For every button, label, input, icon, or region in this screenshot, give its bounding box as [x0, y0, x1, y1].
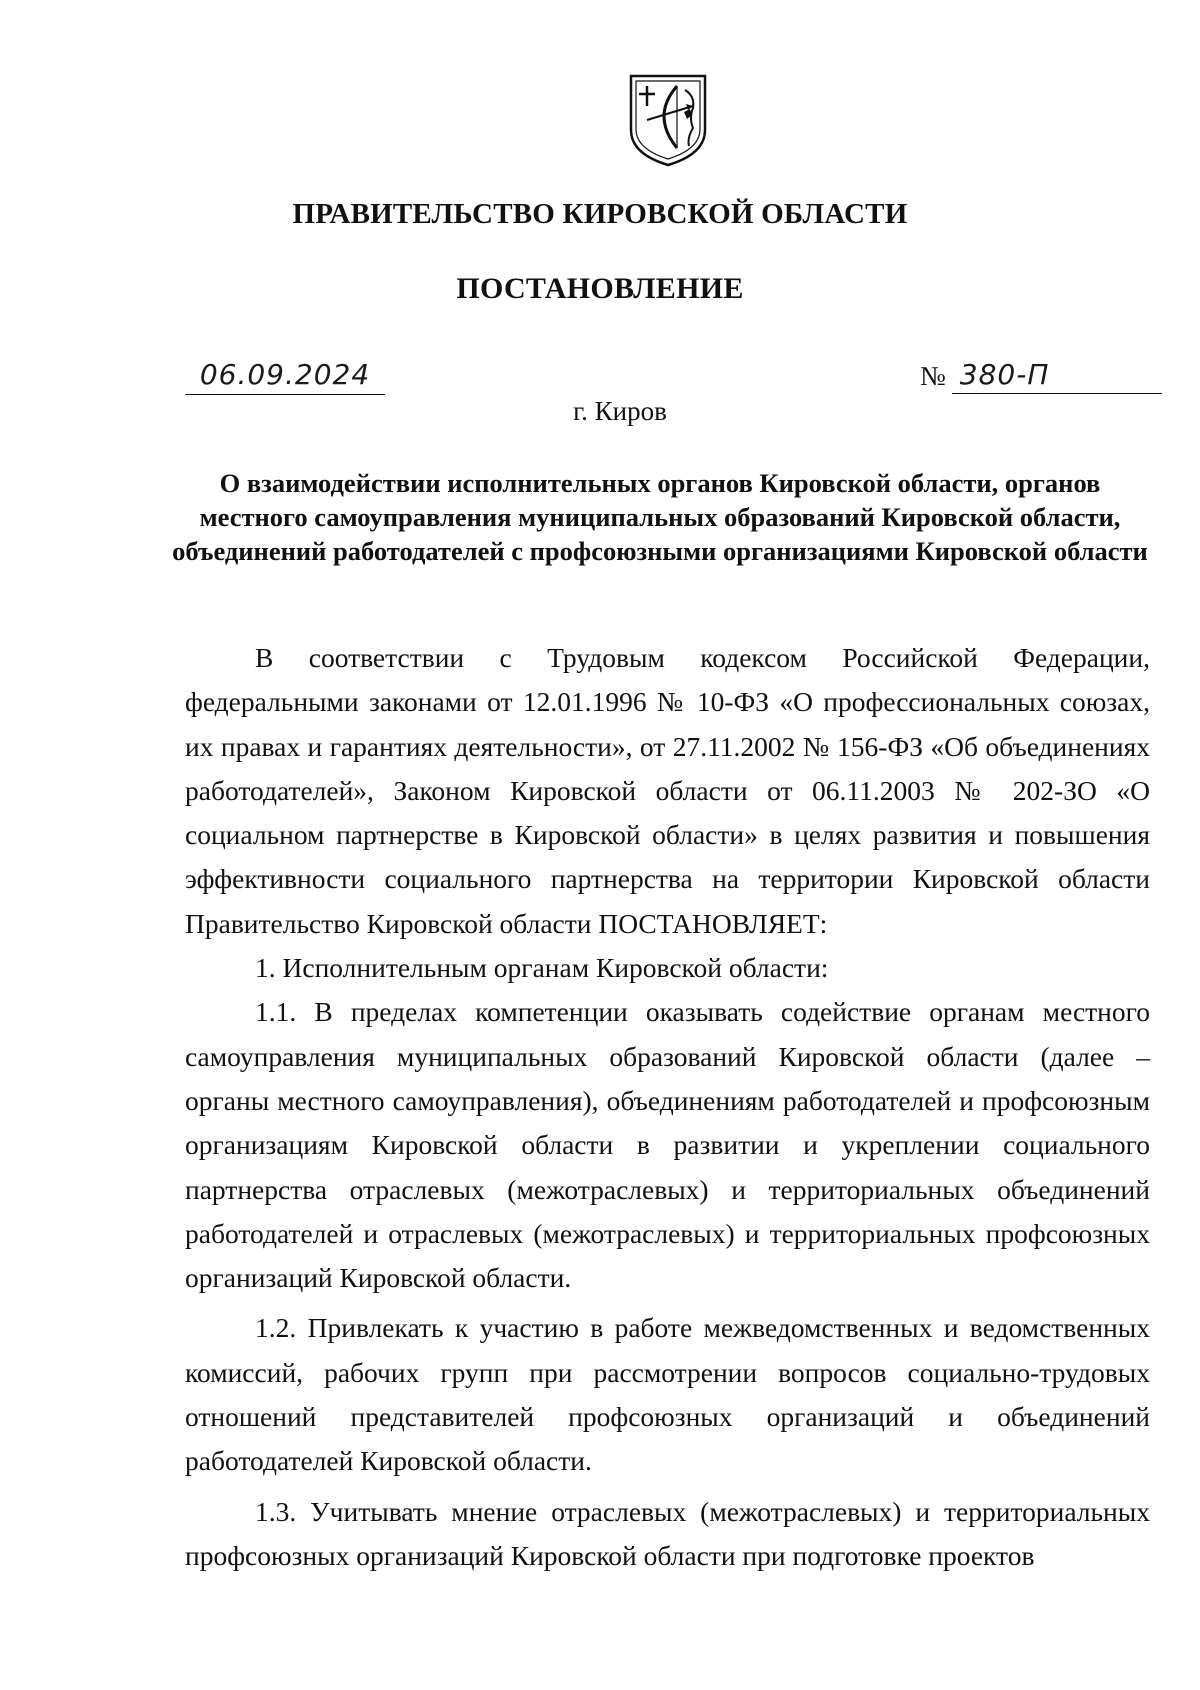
government-title: ПРАВИТЕЛЬСТВО КИРОВСКОЙ ОБЛАСТИ	[292, 198, 908, 230]
clause-1-1: 1.1. В пределах компетенции оказывать содействие органам местного самоуправления муниципальных образований Кировской области (далее – органы местного самоуправления), объединениям работодателей и профсоюзным организациям Кировской области в развитии и укреплении социального партнерства отраслевых (межотраслевых) и территориальных объединений работодателей и отраслевых (межотраслевых) и территориальных профсоюзных организаций Кировской области.	[185, 996, 1150, 1294]
document-date-field	[185, 358, 385, 395]
document-number-field	[920, 358, 1162, 394]
document-subject: О взаимодействии исполнительных органов Кировской области, органов местного самоуправления муниципальных образований Кировской области, объединений работодателей с профсоюзными организациями Кировской области	[172, 468, 1148, 566]
clause-1: 1. Исполнительным органам Кировской области:	[255, 952, 829, 984]
document-number-line	[952, 358, 1162, 394]
document-type: ПОСТАНОВЛЕНИЕ	[456, 272, 744, 305]
kirov-coat-of-arms-icon	[627, 72, 709, 168]
document-number: 380-П	[959, 358, 1050, 391]
clause-1-3: 1.3. Учитывать мнение отраслевых (межотраслевых) и территориальных профсоюзных организаций Кировской области при подготовке проектов	[185, 1495, 1150, 1571]
city: г. Киров	[573, 396, 667, 426]
preamble-paragraph: В соответствии с Трудовым кодексом Российской Федерации, федеральными законами от 12.01.1996 № 10-ФЗ «О профессиональных союзах, их правах и гарантиях деятельности», от 27.11.2002 № 156-ФЗ «Об объединениях работодателей», Законом Кировской области от 06.11.2003 № 202-ЗО «О социальном партнерстве в Кировской области» в целях развития и повышения эффективности социального партнерства на территории Кировской области Правительство Кировской области ПОСТАНОВЛЯЕТ:	[185, 642, 1150, 939]
document-date: 06.09.2024	[199, 358, 371, 391]
document-body	[185, 636, 1150, 1578]
clause-1-2: 1.2. Привлекать к участию в работе межведомственных и ведомственных комиссий, рабочих групп при рассмотрении вопросов социально-трудовых отношений представителей профсоюзных организаций и объединений работодателей Кировской области.	[185, 1312, 1150, 1477]
number-sign: №	[920, 361, 946, 391]
